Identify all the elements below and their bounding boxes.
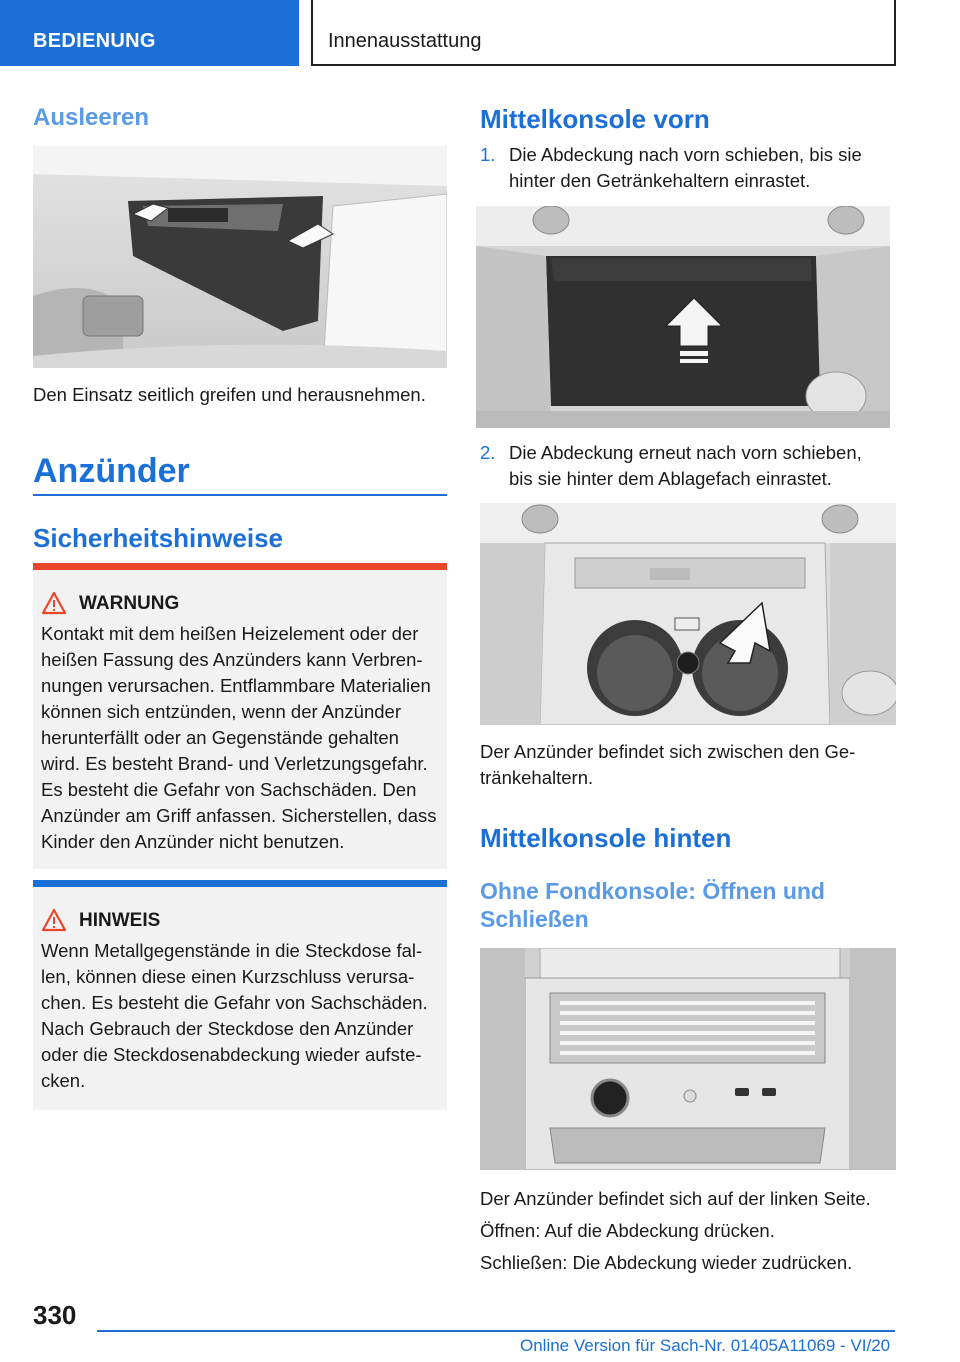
- caption-line: tränkehaltern.: [480, 767, 594, 788]
- step2-caption: [480, 739, 896, 791]
- anzuender-heading: Anzünder: [33, 452, 190, 490]
- page-number: 330: [33, 1300, 77, 1330]
- ausleeren-heading: Ausleeren: [33, 104, 150, 131]
- mk-hinten-heading: Mittelkonsole hinten: [480, 823, 732, 853]
- footer-rule: [97, 1330, 895, 1332]
- warning-line: Es besteht die Gefahr von Sachschäden. Den: [41, 779, 417, 800]
- chapter-label: Innenausstattung: [328, 30, 482, 52]
- console-rear-image: [480, 948, 896, 1170]
- step-2: [480, 440, 896, 492]
- anzuender-rule: [33, 494, 447, 496]
- warning-line: Anzünder am Griff anfassen. Sicherstellen, dass: [41, 805, 437, 826]
- section-label: BEDIENUNG: [33, 30, 156, 52]
- fond-heading-line: Ohne Fondkonsole: Öffnen und: [480, 878, 825, 904]
- warning-line: können sich entzünden, wenn der Anzünder: [41, 701, 401, 722]
- chapter-box: [311, 0, 896, 66]
- warning-title: WARNUNG: [79, 593, 180, 614]
- step-line: Die Abdeckung nach vorn schieben, bis sie: [509, 144, 862, 165]
- notice-line: Wenn Metallgegenstände in die Steckdose fal-: [41, 940, 423, 961]
- notice-line: Nach Gebrauch der Steckdose den Anzünder: [41, 1018, 414, 1039]
- warning-body: [41, 621, 445, 855]
- warning-triangle-icon: [41, 591, 67, 615]
- step-1: [480, 142, 896, 194]
- notice-body: [41, 938, 445, 1094]
- warning-line: heißen Fassung des Anzünders kann Verbren-: [41, 649, 423, 670]
- notice-title: HINWEIS: [79, 910, 161, 931]
- step-line: Die Abdeckung erneut nach vorn schieben,: [509, 442, 862, 463]
- warning-line: herunterfällt oder an Gegenstände gehalten: [41, 727, 399, 748]
- notice-triangle-icon: [41, 908, 67, 932]
- warning-line: Kinder den Anzünder nicht benutzen.: [41, 831, 345, 852]
- ashtray-image: [33, 146, 447, 368]
- step-line: bis sie hinter dem Ablagefach einrastet.: [509, 468, 832, 489]
- notice-line: len, können diese einen Kurzschluss verursa-: [41, 966, 415, 987]
- warning-bar: [33, 563, 447, 570]
- fond-heading: [480, 877, 825, 933]
- section-tab: [0, 0, 299, 66]
- warning-box: [33, 563, 447, 869]
- fond-text: [480, 1183, 900, 1279]
- warning-line: Kontakt mit dem heißen Heizelement oder der: [41, 623, 419, 644]
- notice-line: chen. Es besteht die Gefahr von Sachschäden.: [41, 992, 428, 1013]
- warning-line: wird. Es besteht Brand- und Verletzungsgefahr.: [41, 753, 428, 774]
- notice-bar: [33, 880, 447, 887]
- step-number: 2.: [480, 442, 496, 463]
- fond-line: Der Anzünder befindet sich auf der linken Seite.: [480, 1188, 871, 1209]
- fond-heading-line: Schließen: [480, 906, 589, 932]
- warning-line: nungen verursachen. Entflammbare Materialien: [41, 675, 431, 696]
- footer-online-version: Online Version für Sach-Nr. 01405A11069 - VI/20: [520, 1336, 891, 1355]
- fond-line: Schließen: Die Abdeckung wieder zudrücken.: [480, 1252, 853, 1273]
- fond-line: Öffnen: Auf die Abdeckung drücken.: [480, 1220, 775, 1241]
- mk-vorn-heading: Mittelkonsole vorn: [480, 104, 710, 134]
- step-number: 1.: [480, 144, 496, 165]
- notice-box: [33, 880, 447, 1110]
- notice-line: cken.: [41, 1070, 86, 1091]
- ausleeren-caption: Den Einsatz seitlich greifen und herausnehmen.: [33, 384, 426, 405]
- caption-line: Der Anzünder befindet sich zwischen den Ge-: [480, 741, 856, 762]
- sicherheit-heading: Sicherheitshinweise: [33, 523, 283, 553]
- page-header: [0, 0, 960, 66]
- notice-line: oder die Steckdosenabdeckung wieder aufste-: [41, 1044, 422, 1065]
- console-front-image-2: [480, 503, 896, 725]
- console-front-image-1: [476, 206, 890, 428]
- step-line: hinter den Getränkehaltern einrastet.: [509, 170, 811, 191]
